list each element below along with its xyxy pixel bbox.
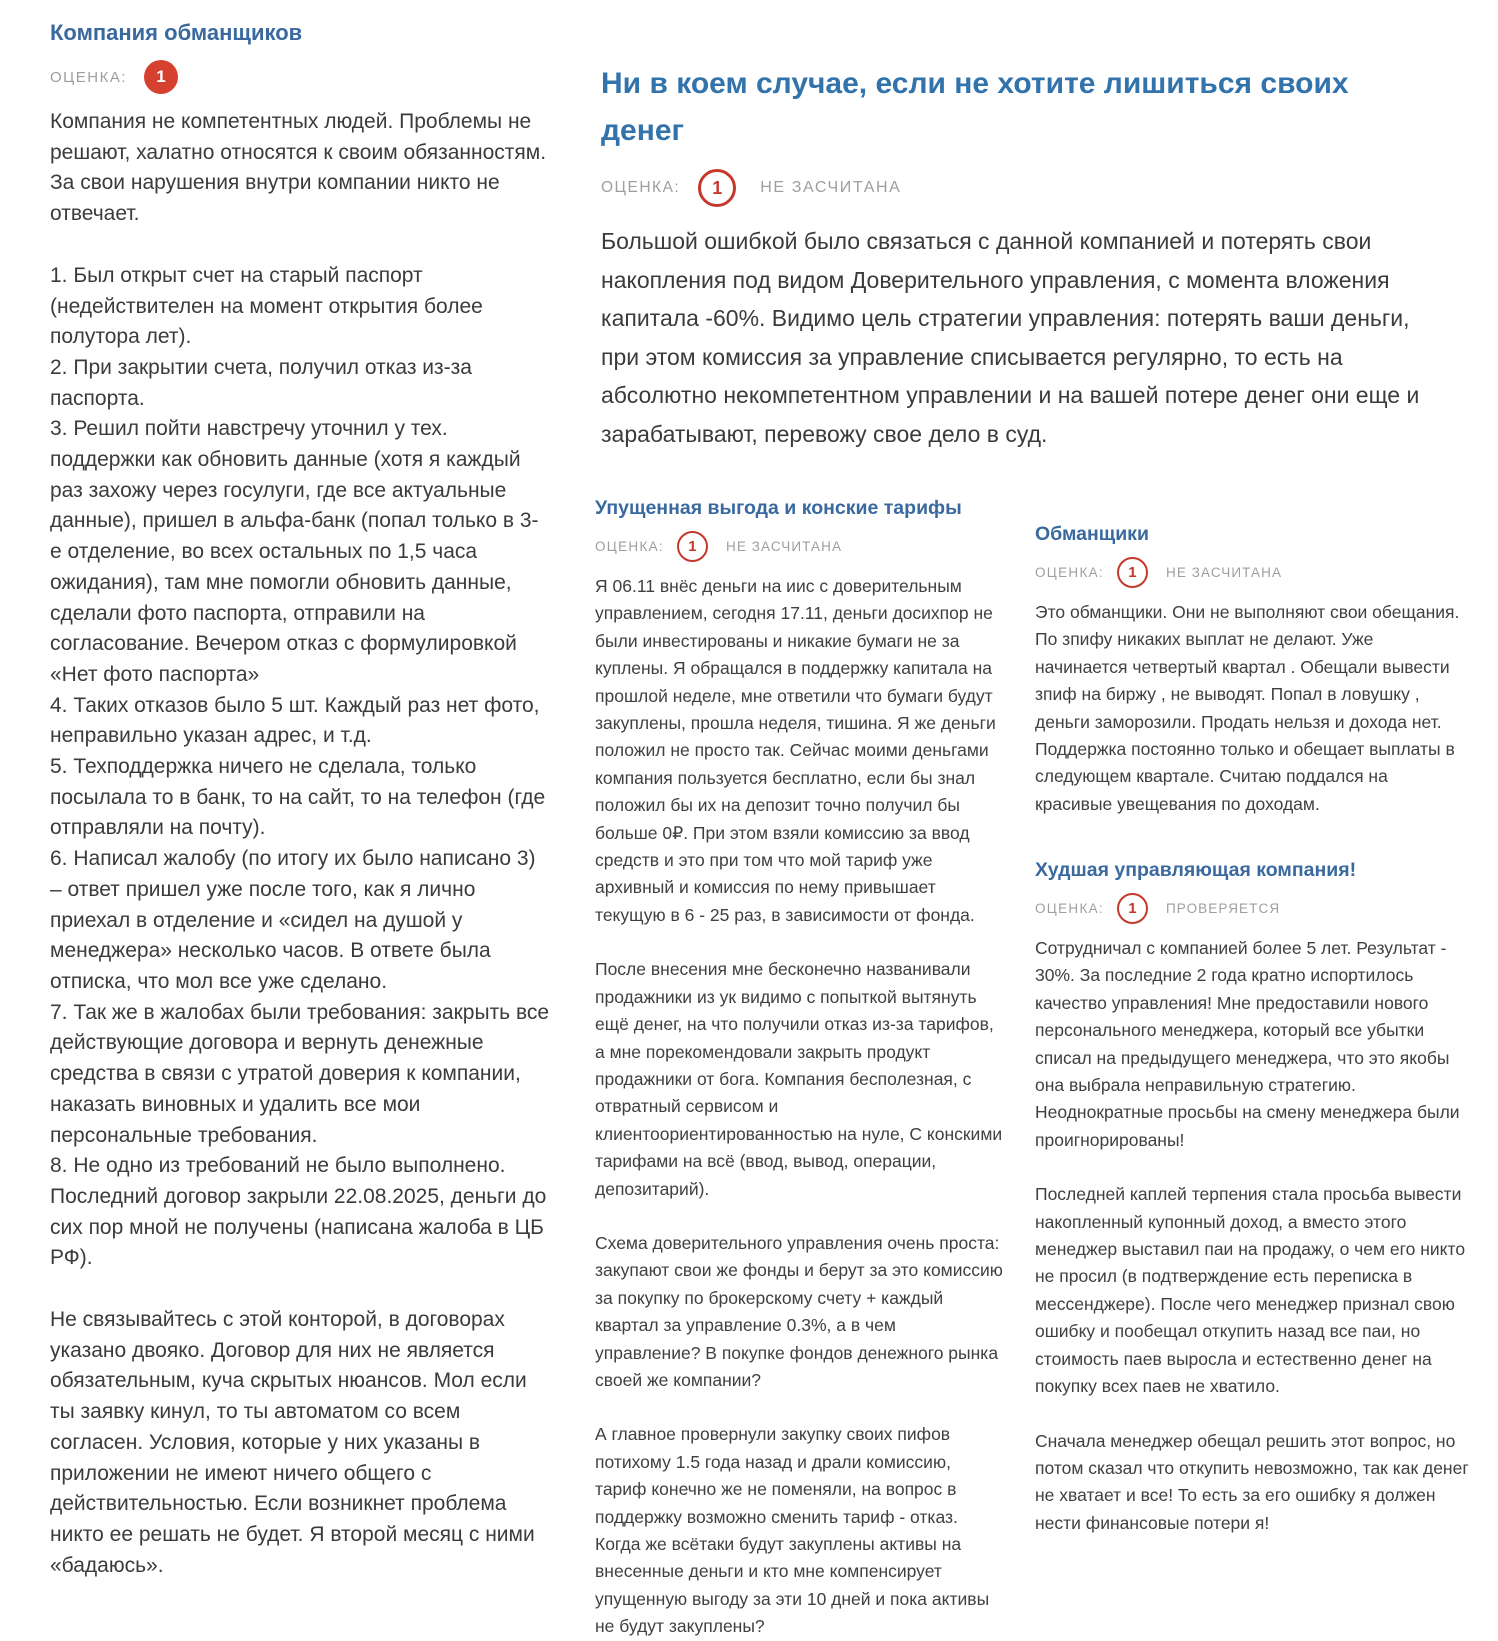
review-list-item: 3. Решил пойти навстречу уточнил у тех. поддержки как обновить данные (хотя я каждый раз захожу через госулуги, где все актуальные данные), пришел в альфа-банк (попал только в 3-е отделение, во всех остальных по 1,5 часа ожидания), там мне помогли обновить данные, сделали фото паспорта, отправили на согласование. Вечером отказ с формулировкой «Нет фото паспорта» <box>50 417 539 686</box>
review-paragraph: Это обманщики. Они не выполняют свои обещания. По зпифу никаких выплат не делают. Уже начинается четвертый квартал . Обещали вывести зпиф на биржу , не выводят. Попал в ловушку , деньги заморозили. Продать нельзя и дохода нет. Поддержка постоянно только и обещает выплаты в следующем квартале. Считаю поддался на красивые увещевания по доходам. <box>1035 602 1460 814</box>
review-paragraph: Последней каплей терпения стала просьба вывести накопленный купонный доход, а вместо этого менеджер выставил паи на продажу, о чем его никто не просил (в подтверждение есть переписка в мессенджере). После чего менеджер признал свою ошибку и пообещал откупить назад все паи, но стоимость паев выросла и естественно денег на покупку всех паев не хватило. <box>1035 1184 1466 1397</box>
review-list-item: 1. Был открыт счет на старый паспорт (недействителен на момент открытия более полутора лет). <box>50 263 483 349</box>
review-body <box>50 107 550 1581</box>
review-list-item: 6. Написал жалобу (по итогу их было написано 3) – ответ пришел уже после того, как я лично приехал в отделение и «сидел на душой у менеджера» несколько часов. В ответе была отписка, что мол все уже сделано. <box>50 847 536 993</box>
review-status-badge: НЕ ЗАСЧИТАНА <box>760 179 902 196</box>
review-numbered-list <box>50 261 550 1274</box>
review-card-right-bottom <box>1035 858 1469 1537</box>
score-row <box>595 531 1005 562</box>
review-body <box>595 573 1005 1641</box>
review-list-item: 4. Таких отказов было 5 шт. Каждый раз нет фото, неправильно указан адрес, и т.д. <box>50 693 540 748</box>
review-paragraph: После внесения мне бесконечно названивали продажники из ук видимо с попыткой вытянуть ещё денег, на что получили отказ из-за тарифов, а мне порекомендовали закрыть продукт продажники от бога. Компания бесполезная, с отвратный сервисом и клиентоориентированностью на нуле, С конскими тарифами на всё (ввод, вывод, операции, депозитарий). <box>595 959 1003 1199</box>
review-list-item: 5. Техподдержка ничего не сделала, только посылала то в банк, то на сайт, то на телефон (где отправляли на почту). <box>50 755 546 840</box>
review-body <box>1035 935 1469 1537</box>
review-paragraph: Я 06.11 внёс деньги на иис с доверительным управлением, сегодня 17.11, деньги досихпор не были инвестированы и никакие бумаги не за куплены. Я обращался в поддержку капитала на прошлой неделе, мне ответили что бумаги будут закуплены, прошла неделя, тишина. Я же деньги положил не просто так. Сейчас моими деньгами компания пользуется бесплатно, если бы знал положил бы их на депозит точно получил бы больше 0₽. При этом взяли комиссию за ввод средств и это при том что мой тариф уже архивный и комиссия по нему привышает текущую в 6 - 25 раз, в зависимости от фонда. <box>595 576 996 925</box>
score-label: ОЦЕНКА: <box>50 68 128 86</box>
review-title[interactable]: Ни в коем случае, если не хотите лишиться своих денег <box>601 67 1349 147</box>
score-row <box>1035 893 1469 924</box>
review-paragraph: Сотрудничал с компанией более 5 лет. Результат - 30%. За последние 2 года кратно испортилось качество управления! Мне предоставили нового персонального менеджера, который все убытки списал на предыдущего менеджера, что это якобы она выбрала неправильную стратегию. Неоднократные просьбы на смену менеджера были проигнорированы! <box>1035 938 1460 1150</box>
review-status-badge: НЕ ЗАСЧИТАНА <box>1165 565 1283 580</box>
review-paragraph: Большой ошибкой было связаться с данной компанией и потерять свои накопления под видом Доверительного управления, с момента вложения капитала -60%. Видимо цель стратегии управления: потерять ваши деньги, при этом комиссия за управление списывается регулярно, то есть на абсолютно некомпетентном управлении и на вашей потере денег они еще и зарабатывают, перевожу свое дело в суд. <box>601 228 1420 447</box>
review-paragraph: Не связывайтесь с этой конторой, в договорах указано двояко. Договор для них не является обязательным, куча скрытых нюансов. Мол если ты заявку кинул, то ты автоматом со всем согласен. Условия, которые у них указаны в приложении не имеют ничего общего с действительностью. Если возникнет проблема никто ее решать не будет. Я второй месяц с ними «бадаюсь». <box>50 1308 535 1577</box>
score-badge: 1 <box>1117 557 1148 588</box>
review-card-main <box>601 60 1451 453</box>
review-paragraph: Сначала менеджер обещал решить этот вопрос, но потом сказал что откупить невозможно, так как денег не хватает и все! То есть за его ошибку я должен нести финансовые потери я! <box>1035 1430 1469 1533</box>
review-list-item: 7. Так же в жалобах были требования: закрыть все действующие договора и вернуть денежные средства в связи с утратой доверия к компании, наказать виновных и удалить все мои персональные требования. <box>50 1000 550 1147</box>
review-card-left <box>50 20 550 1581</box>
score-row <box>50 60 550 94</box>
review-status-badge: ПРОВЕРЯЕТСЯ <box>1165 901 1281 916</box>
score-badge: 1 <box>677 531 708 562</box>
review-title[interactable]: Компания обманщиков <box>50 20 303 45</box>
review-list-item: 2. При закрытии счета, получил отказ из-за паспорта. <box>50 355 472 410</box>
review-title[interactable]: Упущенная выгода и конские тарифы <box>595 497 962 519</box>
review-list-item: 8. Не одно из требований не было выполнено. Последний договор закрыли 22.08.2025, деньги до сих пор мной не получены (написана жалоба в ЦБ РФ). <box>50 1154 547 1270</box>
score-row <box>601 169 1451 207</box>
review-title[interactable]: Худшая управляющая компания! <box>1035 859 1357 881</box>
review-card-right-top <box>1035 522 1469 818</box>
score-badge: 1 <box>698 169 736 207</box>
review-title[interactable]: Обманщики <box>1035 523 1149 545</box>
score-label: ОЦЕНКА: <box>1035 565 1104 580</box>
score-badge: 1 <box>144 60 178 94</box>
score-row <box>1035 557 1469 588</box>
score-badge: 1 <box>1117 893 1148 924</box>
review-body <box>1035 599 1469 818</box>
review-status-badge: НЕ ЗАСЧИТАНА <box>725 539 843 554</box>
score-label: ОЦЕНКА: <box>595 539 664 554</box>
review-paragraph: А главное провернули закупку своих пифов потихому 1.5 года назад и драли комиссию, тариф конечно же не поменяли, на вопрос в поддержку возможно сменить тариф - отказ. Когда же всётаки будут закуплены активы на внесенные деньги и кто мне компенсирует упущенную выгоду за эти 10 дней и пока активы не будут закуплены? <box>595 1424 990 1637</box>
review-paragraph: Компания не компетентных людей. Проблемы не решают, халатно относятся к своим обязанностям. За свои нарушения внутри компании никто не отвечает. <box>50 110 547 226</box>
score-label: ОЦЕНКА: <box>601 179 681 196</box>
score-label: ОЦЕНКА: <box>1035 901 1104 916</box>
review-paragraph: Схема доверительного управления очень проста: закупают свои же фонды и берут за это комиссию за покупку по брокерскому счету + каждый квартал за управление 0.3%, а в чем управление? В покупке фондов денежного рынка своей же компании? <box>595 1232 1003 1390</box>
review-card-middle <box>595 496 1005 1641</box>
review-body <box>601 222 1451 453</box>
